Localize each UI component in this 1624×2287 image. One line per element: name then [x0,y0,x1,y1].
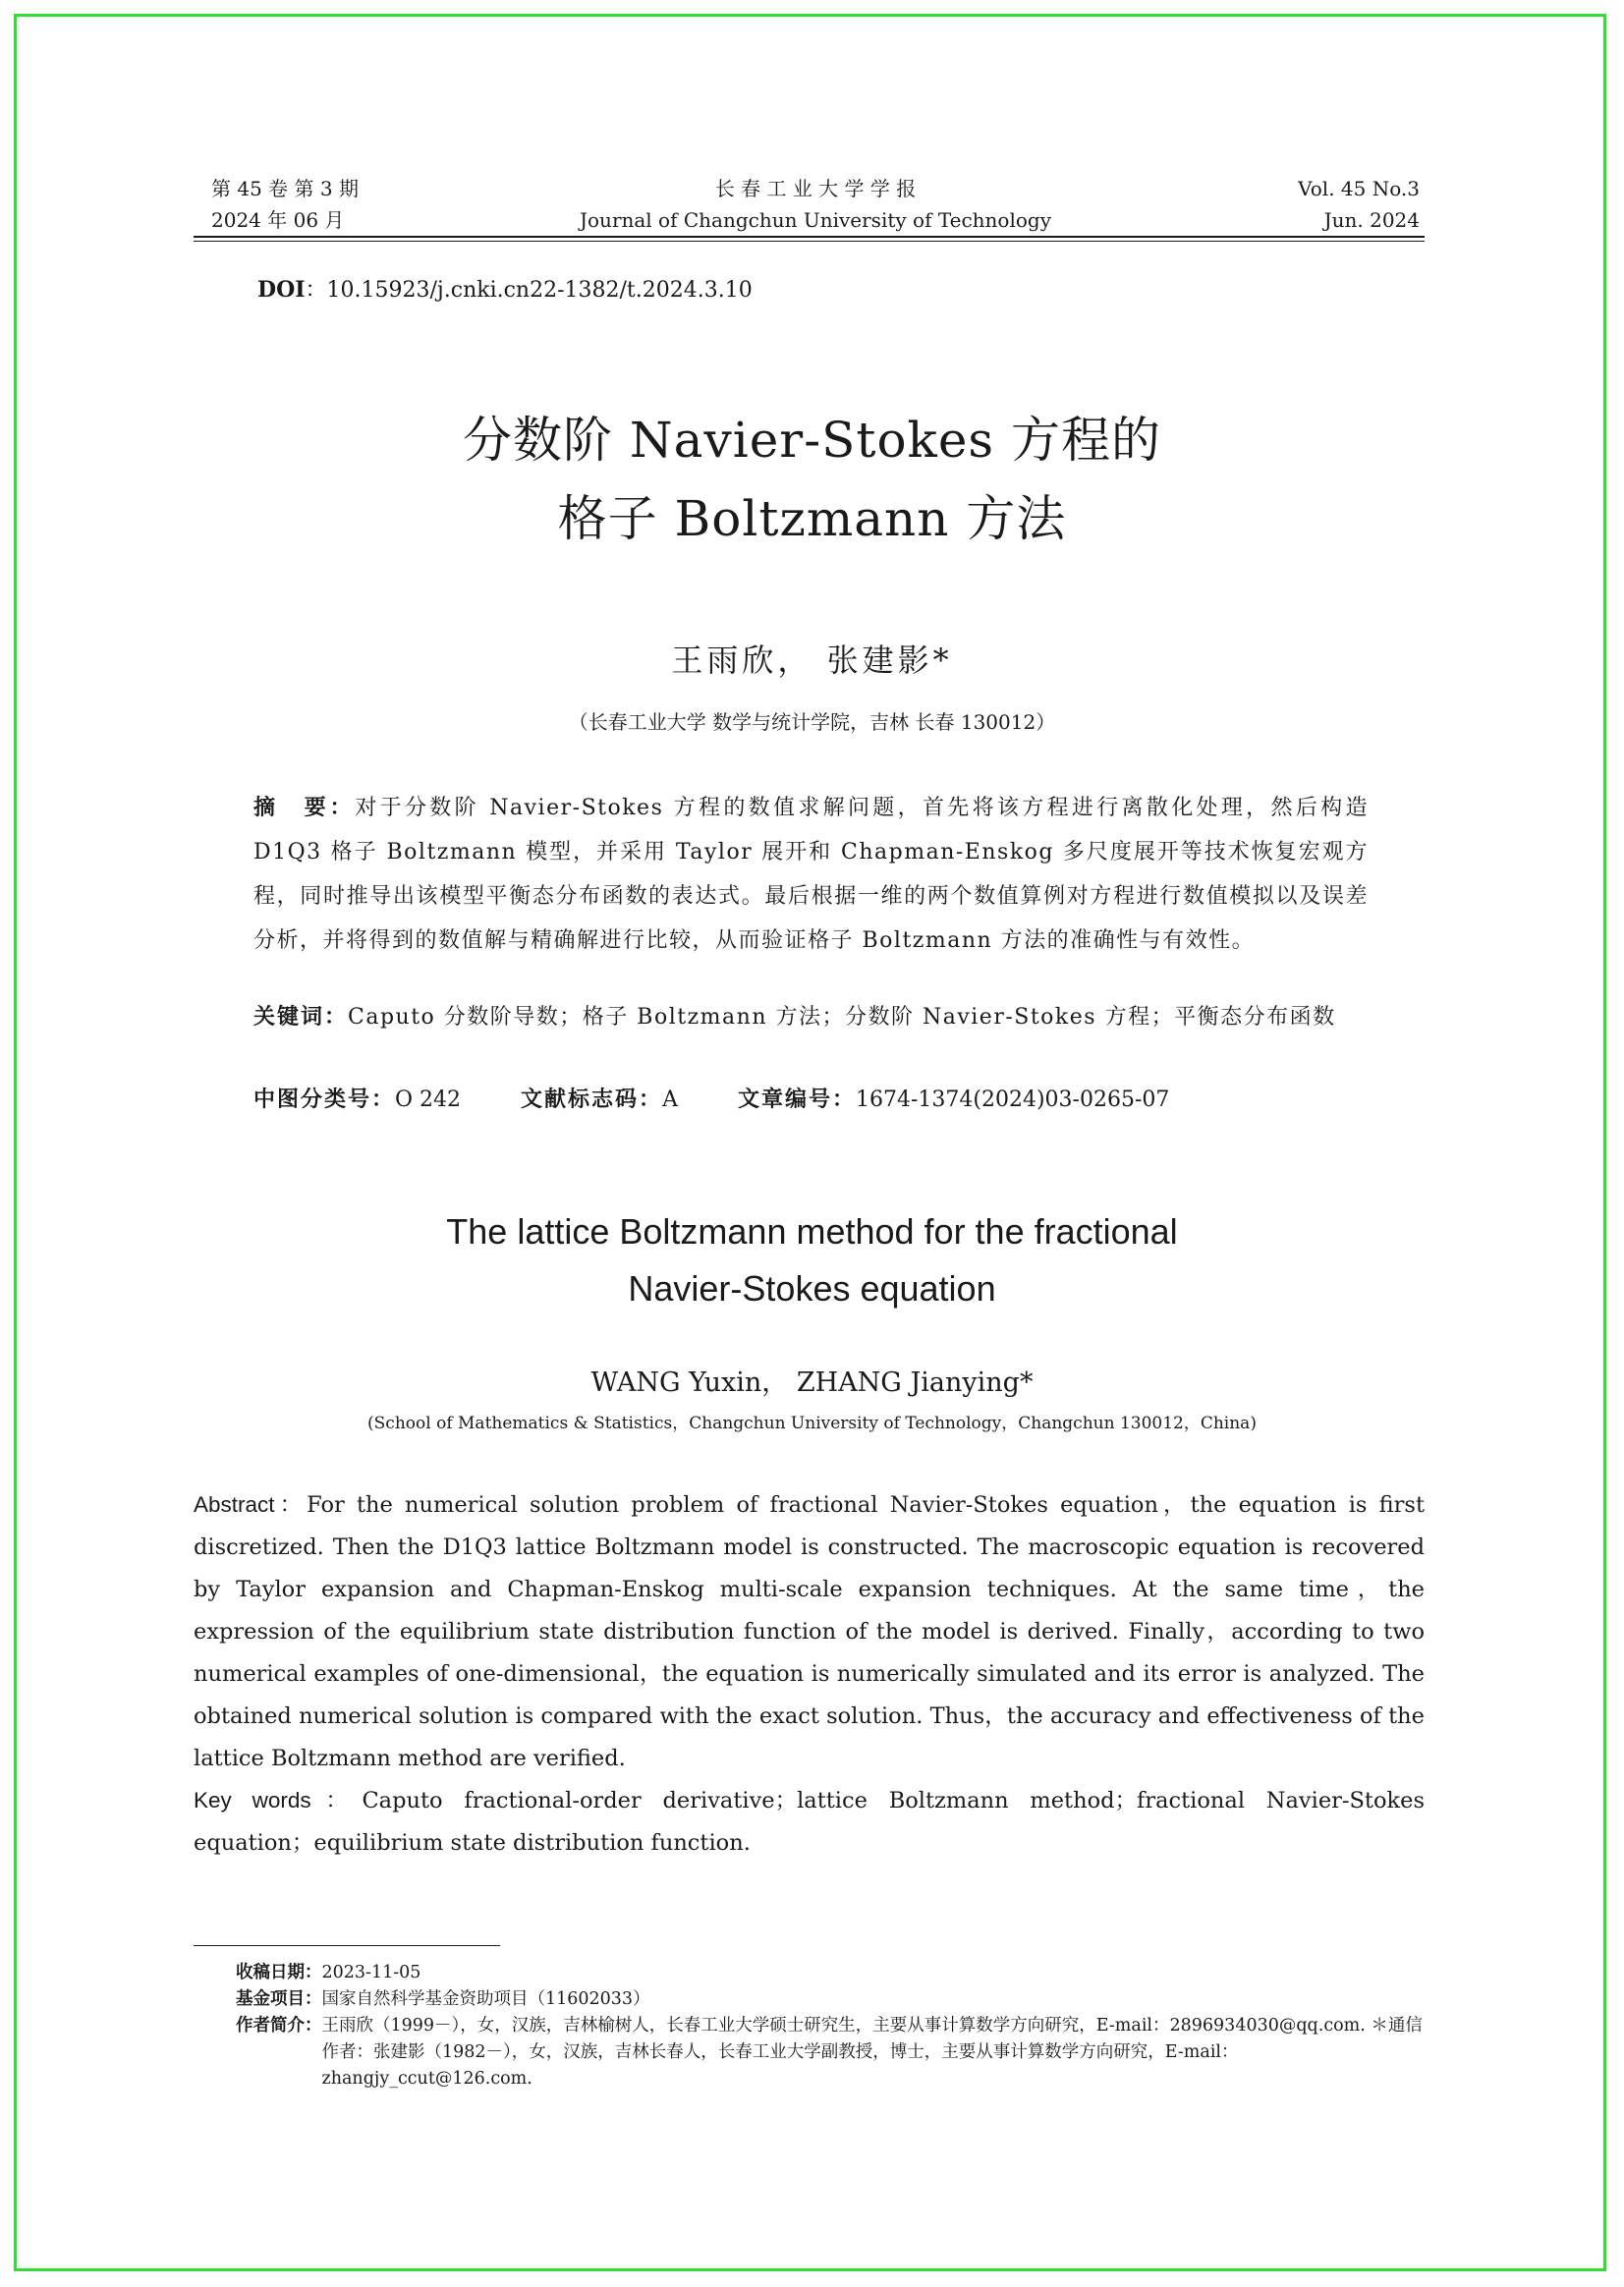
doc-code-label: 文献标志码： [521,1088,663,1112]
abstract-cn [253,786,1369,963]
article-number-value: 1674-1374(2024)03-0265-07 [855,1088,1170,1112]
fund-value: 国家自然科学基金资助项目（11602033） [321,1989,650,2009]
clc-label: 中图分类号： [253,1088,396,1112]
document-code [521,1081,678,1120]
header-rule-thick [194,236,1425,238]
title-en-line2: Navier-Stokes equation [628,1268,996,1309]
abstract-cn-text: 对于分数阶 Navier-Stokes 方程的数值求解问题，首先将该方程进行离散化处理，然后构造 D1Q3 格子 Boltzmann 模型，并采用 Taylor 展开和 Chapman-Enskog 多尺度展开等技术恢复宏观方程，同时推导出该模型平衡态分布函数的表达式。最后根据一维的两个数值算例对方程进行数值模拟以及误差分析，并将得到的数值解与精确解进行比较，从而验证格子 Boltzmann 方法的准确性与有效性。 [253,796,1369,953]
doi-value: ：10.15923/j.cnki.cn22-1382/t.2024.3.10 [305,278,753,303]
header-right [1298,173,1420,236]
footnotes [236,1960,1427,2092]
issue-date-en: Jun. 2024 [1323,208,1420,232]
title-en [0,1203,1624,1317]
article-number-label: 文章编号： [737,1088,856,1112]
issue-date-cn: 2024 年 06 月 [211,208,345,232]
abstract-cn-label: 摘 要： [253,796,356,820]
header-center [211,173,1420,236]
header-rule-thin [194,241,1425,242]
journal-header [211,173,1420,240]
keywords-cn-text: Caputo 分数阶导数；格子 Boltzmann 方法；分数阶 Navier-Stokes 方程；平衡态分布函数 [348,1005,1336,1030]
footnote-rule [194,1945,500,1946]
keywords-en-text: Caputo fractional-order derivative；lattice Boltzmann method；fractional Navier-Stokes equation；equilibrium state distribution function. [194,1788,1425,1856]
received-label: 收稿日期： [236,1963,322,1982]
volume-no-en: Vol. 45 No.3 [1298,177,1420,200]
author-bio [236,2013,1427,2092]
received-date [236,1960,1427,1986]
keywords-cn [253,995,1369,1039]
author-bio-value: 王雨欣（1999－），女，汉族，吉林榆树人，长春工业大学硕士研究生，主要从事计算数学方向研究，E-mail：2896934030@qq.com. ＊通信作者：张建影（1982－），女，汉族，吉林长春人，长春工业大学副教授，博士，主要从事计算数学方向研究，E-mail：zhangjy_ccut@126.com. [321,2016,1423,2089]
authors-cn: 王雨欣， 张建影* [671,641,953,679]
affiliation-cn: （长春工业大学 数学与统计学院，吉林 长春 130012） [568,710,1056,734]
authors-en: WANG Yuxin， ZHANG Jianying* [590,1367,1034,1398]
keywords-en-label: Key words： [194,1788,363,1813]
clc-value: O 242 [395,1088,462,1112]
classification [253,1081,1369,1120]
received-value: 2023-11-05 [321,1963,421,1982]
volume-issue: 第 45 卷 第 3 期 [211,177,359,200]
title-en-line1: The lattice Boltzmann method for the fractional [446,1211,1178,1252]
abstract-en-text: For the numerical solution problem of fractional Navier-Stokes equation，the equation is first discretized. Then the D1Q3 lattice Boltzmann model is constructed. The macroscopic equation is recovered by Taylor expansion and Chapman-Enskog multi-scale expansion techniques. At the same time，the expression of the equilibrium state distribution function of the model is derived. Finally，according to two numerical examples of one-dimensional，the equation is numerically simulated and its error is analyzed. The obtained numerical solution is compared with the exact solution. Thus，the accuracy and effectiveness of the lattice Boltzmann method are verified. [194,1492,1425,1771]
doi-label: DOI [257,277,306,303]
clc-number [253,1081,461,1120]
doi [257,275,753,306]
article-number [738,1081,1169,1120]
abstract-en-label: Abstract： [194,1492,308,1517]
title-cn-line1: 分数阶 Navier-Stokes 方程的 [463,412,1161,469]
journal-name-en: Journal of Changchun University of Technology [580,208,1051,232]
keywords-cn-label: 关键词： [253,1005,349,1030]
fund-project [236,1986,1427,2013]
journal-name-cn: 长 春 工 业 大 学 学 报 [714,177,917,200]
title-cn-line2: 格子 Boltzmann 方法 [557,490,1067,547]
page-border [14,14,1606,2271]
affiliation-en: (School of Mathematics & Statistics，Changchun University of Technology，Changchun 130012，China) [367,1414,1257,1433]
title-cn [0,401,1624,558]
fund-label: 基金项目： [236,1989,322,2009]
doc-code-value: A [662,1088,678,1112]
author-bio-label: 作者简介： [236,2016,322,2036]
keywords-en [194,1779,1425,1865]
abstract-en [194,1483,1425,1780]
